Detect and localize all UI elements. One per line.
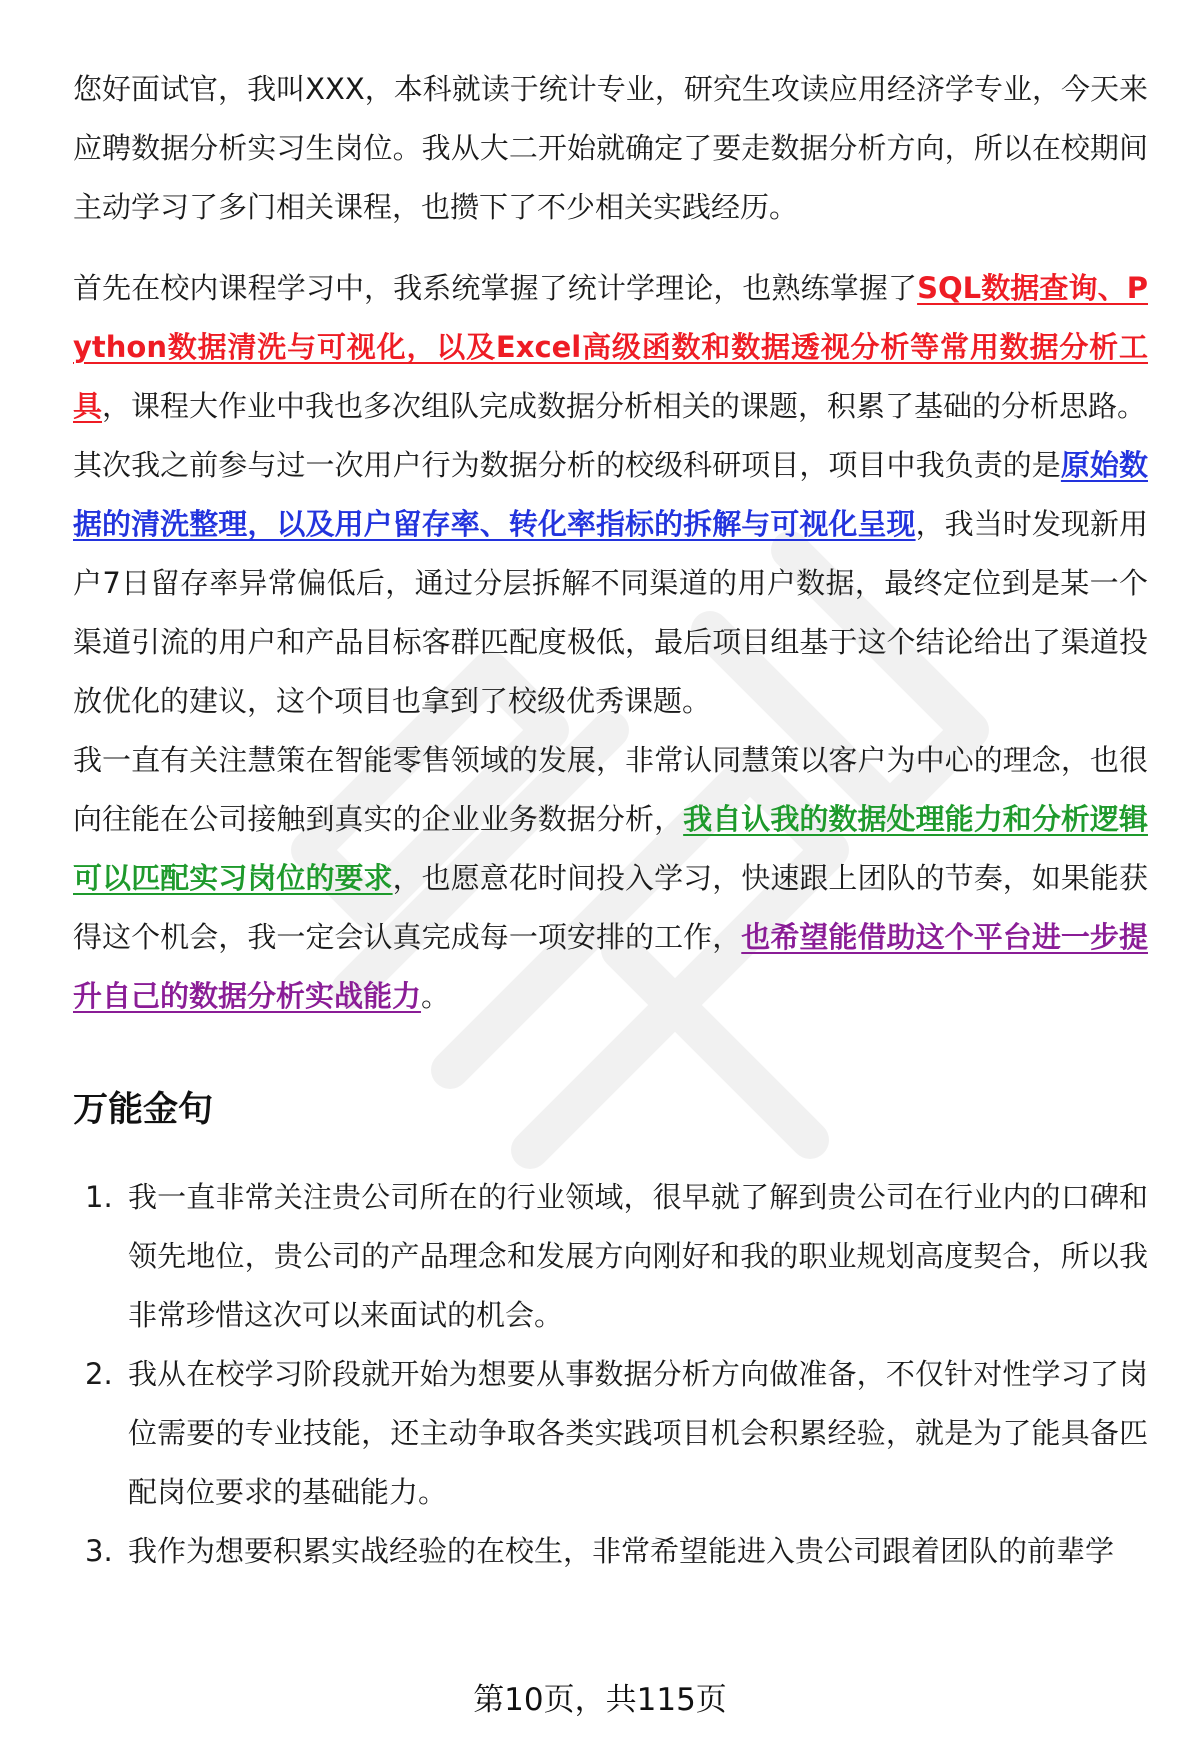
list-item-text: 我从在校学习阶段就开始为想要从事数据分析方向做准备，不仅针对性学习了岗位需要的专业技能，还主动争取各类实践项目机会积累经验，就是为了能具备匹配岗位要求的基础能力。: [128, 1357, 1148, 1509]
project-paragraph: [73, 436, 1148, 731]
page-number-footer: 第10页，共115页: [473, 1682, 727, 1718]
list-item-number: 3.: [85, 1534, 113, 1568]
project-text-before: 其次我之前参与过一次用户行为数据分析的校级科研项目，项目中我负责的是: [73, 448, 1061, 482]
motivation-paragraph: [73, 731, 1148, 1026]
list-item-text: 我一直非常关注贵公司所在的行业领域，很早就了解到贵公司在行业内的口碑和领先地位，贵公司的产品理念和发展方向刚好和我的职业规划高度契合，所以我非常珍惜这次可以来面试的机会。: [128, 1180, 1148, 1332]
course-text-after: ，课程大作业中我也多次组队完成数据分析相关的课题，积累了基础的分析思路。: [102, 389, 1147, 423]
list-item: [73, 1345, 1148, 1522]
motivation-ability-highlight: 我自认我的数据处理能力和分析逻辑可以匹配实习岗位的要求: [73, 802, 1148, 895]
list-item-number: 2.: [85, 1357, 113, 1391]
course-paragraph: [73, 259, 1148, 436]
list-item: [73, 1522, 1148, 1581]
course-skills-highlight: SQL数据查询、Python数据清洗与可视化，以及Excel高级函数和数据透视分析等常用数据分析工具: [73, 271, 1148, 423]
course-text-before: 首先在校内课程学习中，我系统掌握了统计学理论，也熟练掌握了: [73, 271, 918, 305]
list-item-number: 1.: [85, 1180, 113, 1214]
intro-paragraph: 您好面试官，我叫XXX，本科就读于统计专业，研究生攻读应用经济学专业，今天来应聘数据分析实习生岗位。我从大二开始就确定了要走数据分析方向，所以在校期间主动学习了多门相关课程，也攒下了不少相关实践经历。: [73, 72, 1148, 224]
motivation-goal-highlight: 也希望能借助这个平台进一步提升自己的数据分析实战能力: [73, 920, 1148, 1013]
project-text-after: ，我当时发现新用户7日留存率异常偏低后，通过分层拆解不同渠道的用户数据，最终定位到是某一个渠道引流的用户和产品目标客群匹配度极低，最后项目组基于这个结论给出了渠道投放优化的建议，这个项目也拿到了校级优秀课题。: [73, 507, 1148, 718]
phrase-list: [73, 1168, 1148, 1581]
motivation-text-middle: ，也愿意花时间投入学习，快速跟上团队的节奏，如果能获得这个机会，我一定会认真完成每一项安排的工作，: [73, 861, 1148, 954]
section-title: 万能金句: [73, 1090, 214, 1130]
list-item: [73, 1168, 1148, 1345]
list-item-text: 我作为想要积累实战经验的在校生，非常希望能进入贵公司跟着团队的前辈学: [128, 1534, 1115, 1568]
motivation-text-before: 我一直有关注慧策在智能零售领域的发展，非常认同慧策以客户为中心的理念，也很向往能在公司接触到真实的企业业务数据分析，: [73, 743, 1148, 836]
motivation-text-after: 。: [421, 979, 451, 1013]
document-body: [73, 60, 1148, 1581]
project-role-highlight: 原始数据的清洗整理，以及用户留存率、转化率指标的拆解与可视化呈现: [73, 448, 1148, 541]
